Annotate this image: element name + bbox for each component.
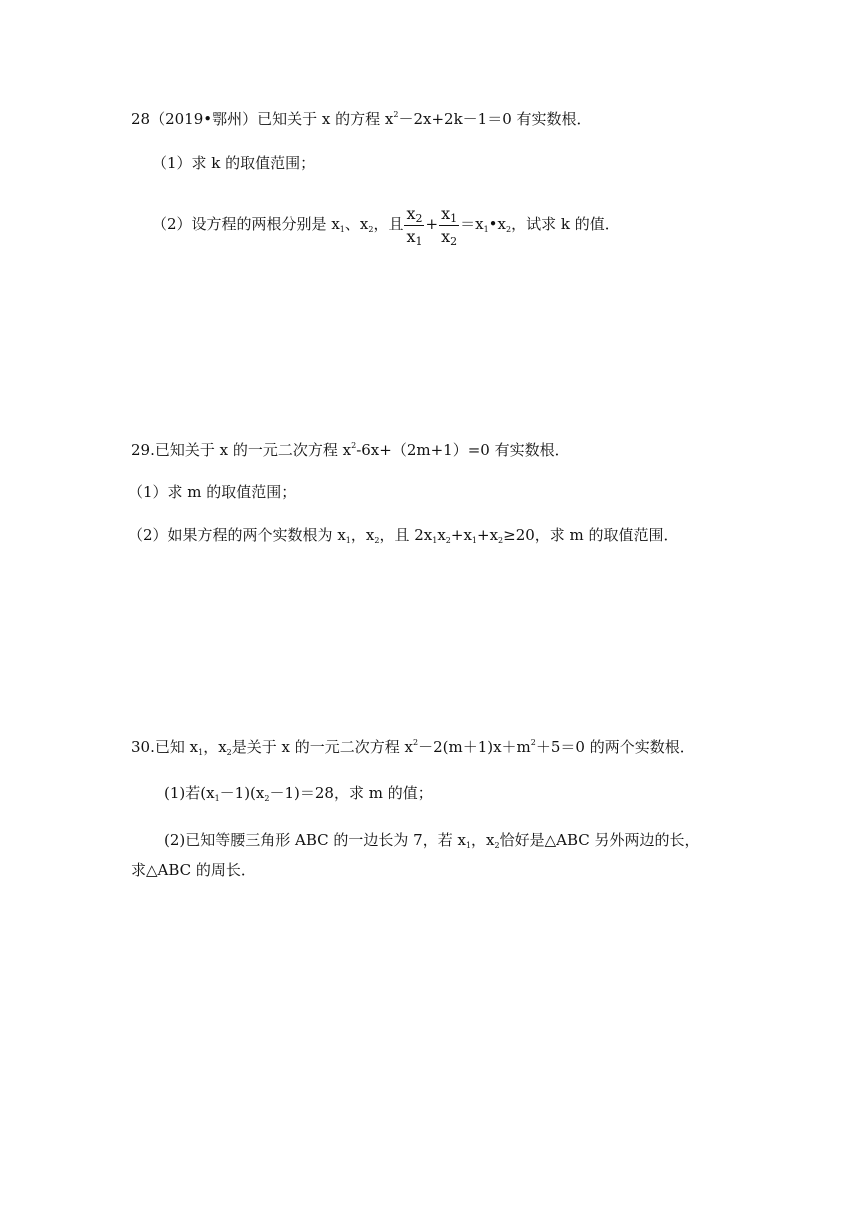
q28-part1: （1）求 k 的取值范围； — [152, 154, 316, 172]
fraction-x2-over-x1: $\frac{x_2}{x_1}$ — [406, 203, 423, 248]
q28-part2: （2）设方程的两根分别是 $x_1$、$x_2$，且 $\frac{x_2}{x_1}$ + $\frac{x_1}{x_2}$ $=x_1•x_2$，试求 k 的值． — [152, 203, 620, 248]
q28-stem: 28（2019•鄂州）已知关于 x 的方程 $x^2-2x+2k-1=0$ 有实数根． — [131, 110, 592, 128]
q30-number: 30. — [131, 738, 155, 756]
q30-part2-continued: 求△ABC 的周长． — [131, 861, 256, 879]
fraction-x1-over-x2: $\frac{x_1}{x_2}$ — [441, 203, 458, 248]
q29-stem: 29.已知关于 x 的一元二次方程 $x^2-6x+(2m+1)=0$ 有实数根． — [131, 441, 570, 459]
q28-source: （2019•鄂州） — [150, 110, 258, 128]
q30-stem: 30.已知 $x_1$，$x_2$是关于 x 的一元二次方程 $x^2-2(m+1)x+m^2+5=0$ 的两个实数根． — [131, 738, 695, 757]
q30-part2: (2)已知等腰三角形 ABC 的一边长为 7，若 $x_1$，$x_2$恰好是△ABC 另外两边的长， — [164, 831, 700, 850]
q30-part1: (1)若$(x_1-1)(x_2-1)=28$，求 m 的值； — [164, 784, 433, 803]
q29-part1: （1）求 m 的取值范围； — [128, 483, 297, 501]
q29-part2: （2）如果方程的两个实数根为 $x_1$，$x_2$，且 $2x_1x_2+x_1+x_2\ge 20$，求 m 的取值范围． — [128, 526, 679, 545]
q28-number: 28 — [131, 110, 151, 128]
q29-number: 29. — [131, 441, 155, 459]
